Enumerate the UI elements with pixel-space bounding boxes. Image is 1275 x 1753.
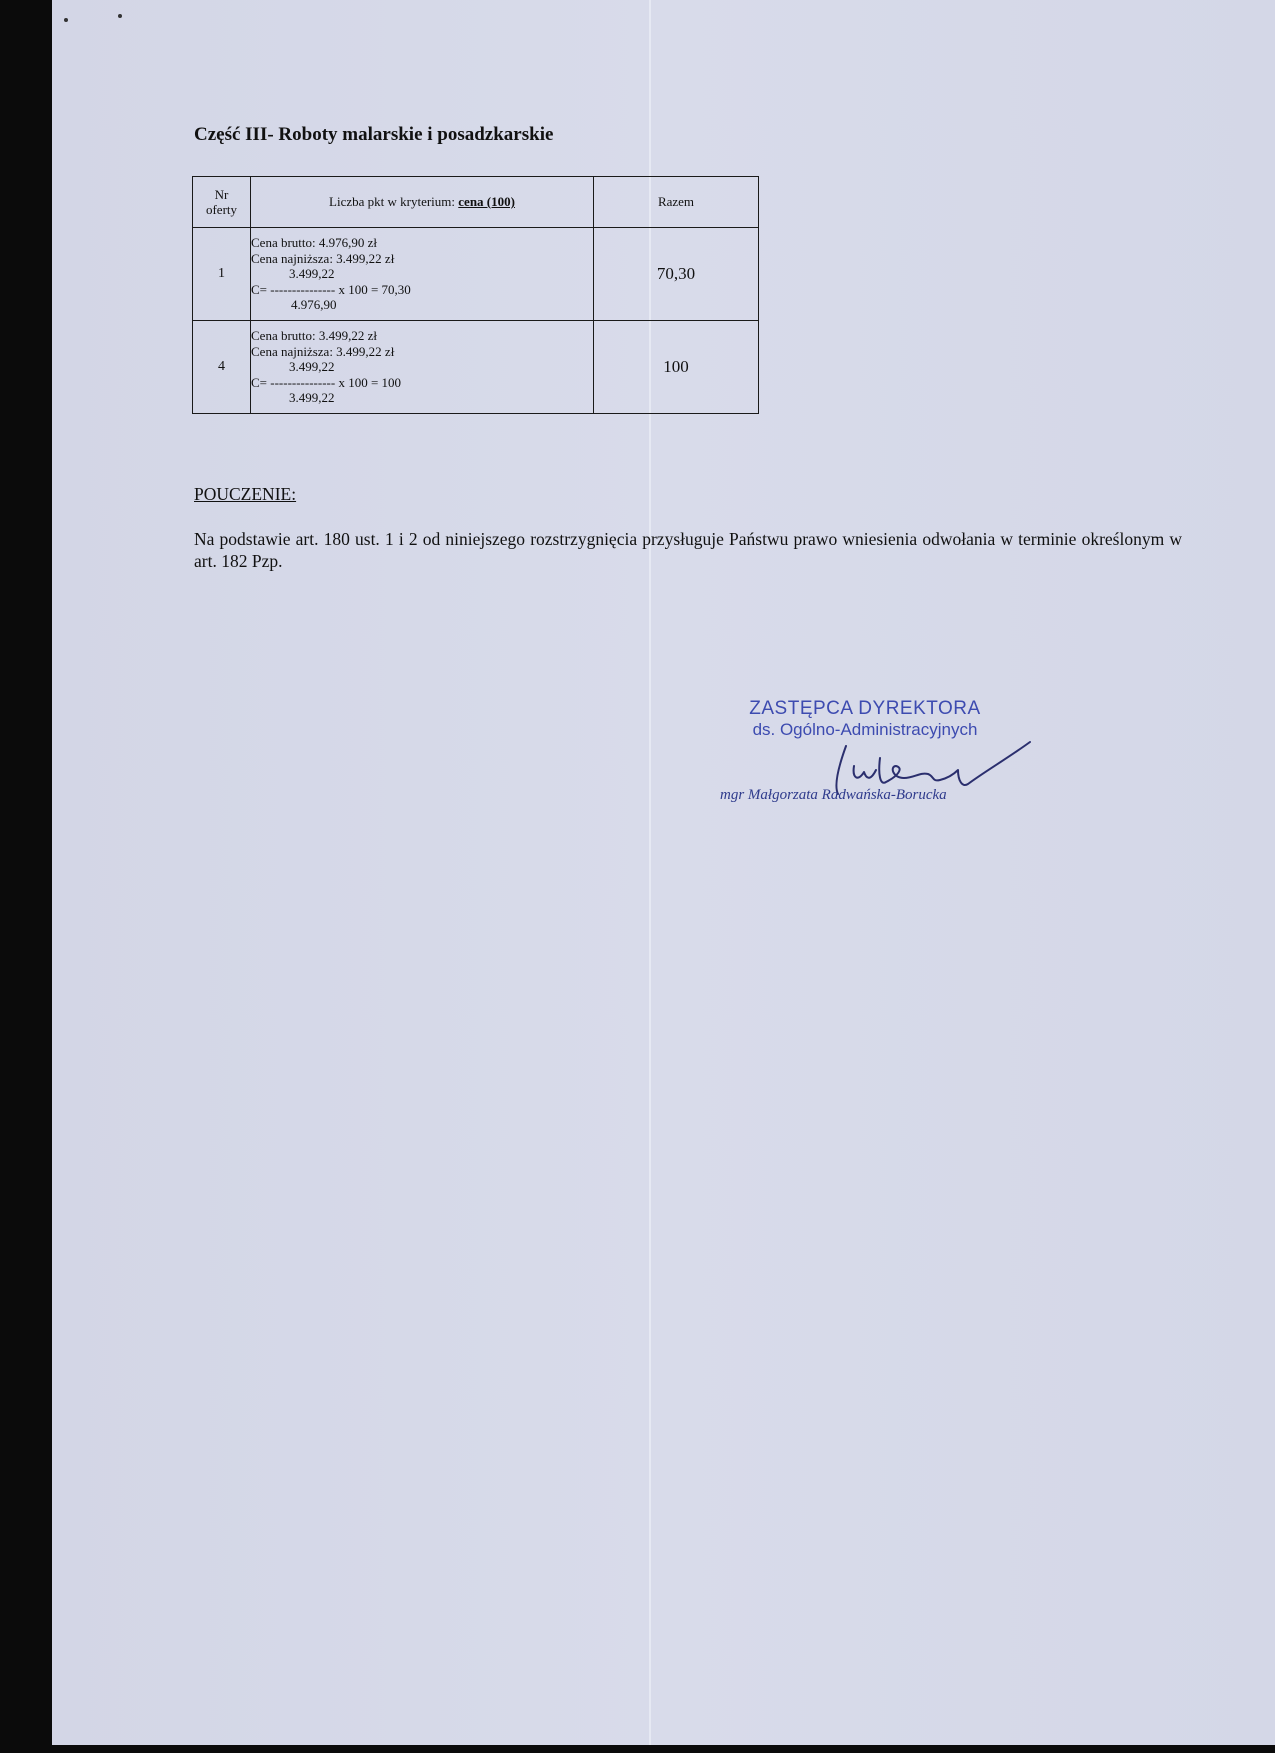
lowest-price: Cena najniższa: 3.499,22 zł	[251, 250, 395, 266]
total-score: 70,30	[594, 228, 759, 321]
table-row	[193, 228, 759, 321]
score-calculation	[251, 228, 594, 321]
formula-denominator: 3.499,22	[289, 390, 335, 406]
lowest-price: Cena najniższa: 3.499,22 zł	[251, 343, 395, 359]
section-heading: Część III- Roboty malarskie i posadzkarskie	[194, 124, 554, 145]
header-criterion-name: cena (100)	[458, 194, 515, 209]
formula-denominator: 4.976,90	[291, 297, 337, 313]
formula-numerator: 3.499,22	[289, 266, 335, 282]
signatory-name: mgr Małgorzata Radwańska-Borucka	[720, 787, 947, 803]
table-header-row	[193, 177, 759, 228]
scan-speck	[118, 14, 122, 18]
offer-number: 1	[193, 228, 251, 321]
header-nr-line: Nr	[214, 187, 229, 202]
gross-price: Cena brutto: 3.499,22 zł	[251, 328, 378, 344]
gross-price: Cena brutto: 4.976,90 zł	[251, 235, 378, 251]
score-calculation	[251, 321, 594, 414]
scores-table	[192, 176, 759, 414]
total-score: 100	[594, 321, 759, 414]
official-stamp	[700, 698, 1030, 740]
formula-line: C= --------------- x 100 = 70,30	[251, 281, 411, 297]
stamp-title: ZASTĘPCA DYREKTORA	[749, 698, 981, 719]
header-oferty-line: oferty	[205, 202, 238, 217]
scan-edge-left	[0, 0, 52, 1753]
header-criterion-prefix: Liczba pkt w kryterium:	[329, 194, 459, 209]
stamp-department: ds. Ogólno-Administracyjnych	[752, 720, 978, 739]
offer-number: 4	[193, 321, 251, 414]
notice-text: Na podstawie art. 180 ust. 1 i 2 od niniejszego rozstrzygnięcia przysługuje Państwu prawo wniesienia odwołania w terminie określonym w art. 182 Pzp.	[194, 529, 1182, 571]
table-row	[193, 321, 759, 414]
header-offer-number	[193, 177, 251, 228]
notice-title: POUCZENIE:	[194, 484, 297, 504]
formula-numerator: 3.499,22	[289, 359, 335, 375]
scan-speck	[64, 18, 68, 22]
scan-edge-bottom	[0, 1745, 1275, 1753]
header-total: Razem	[594, 177, 759, 228]
formula-line: C= --------------- x 100 = 100	[251, 374, 402, 390]
header-criterion	[251, 177, 594, 228]
